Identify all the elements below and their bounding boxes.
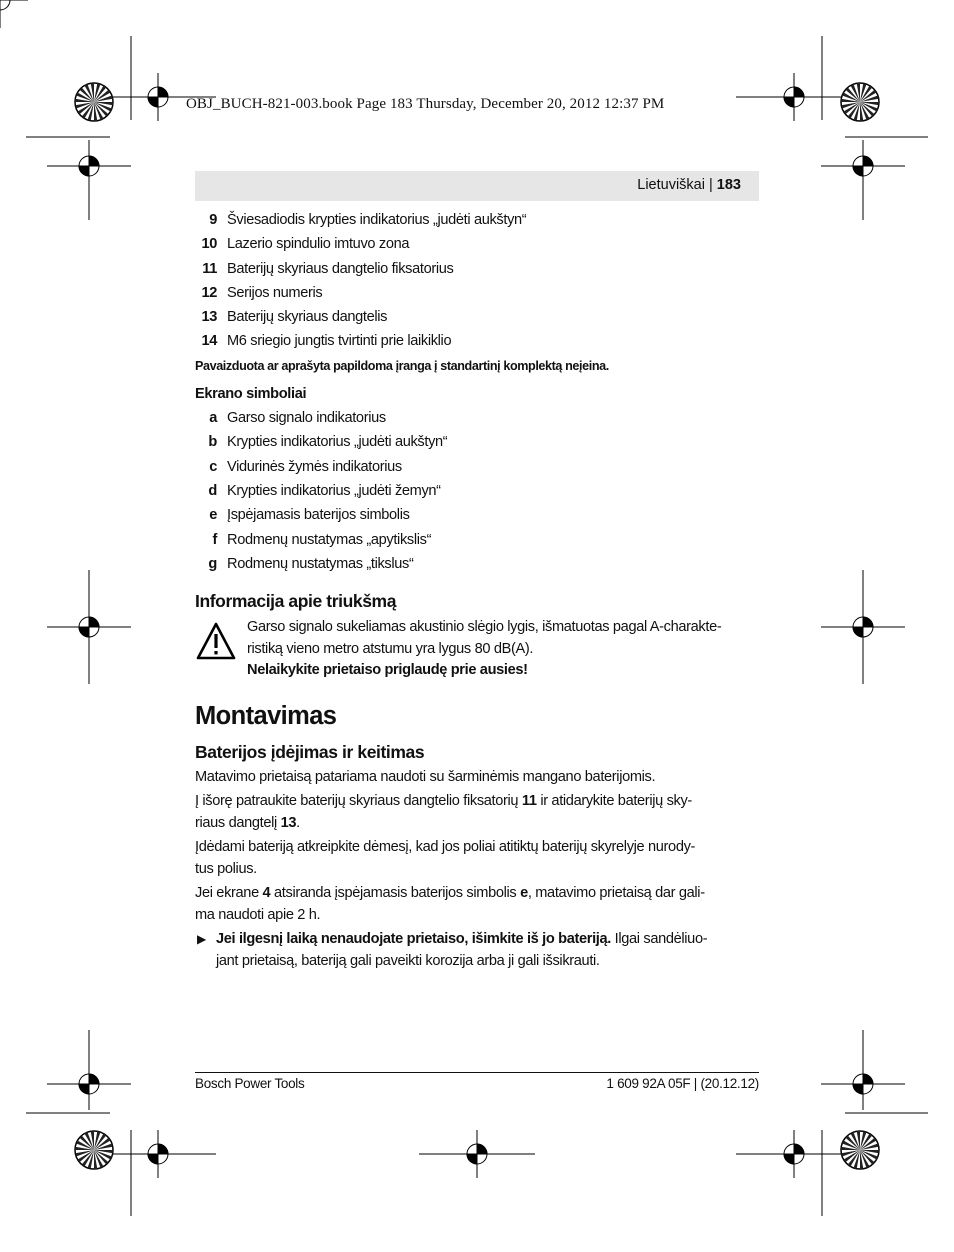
noise-heading: Informacija apie triukšmą [195,591,397,612]
battery-storage-bullet: ▶ Jei ilgesnį laiką nenaudojate prietaiso, išimkite iš jo bateriją. Ilgai sandėliuo- jant prietaisą, bateriją gali paveikti korozija arba ji gali išsikrauti. [195,929,761,972]
accessory-note: Pavaizduota ar aprašyta papildoma įranga į standartinį komplektą neįeina. [195,358,609,373]
list-item: 11 Baterijų skyriaus dangtelio fiksatorius [202,260,454,277]
starburst-mark [841,83,879,121]
list-item: 10 Lazerio spindulio imtuvo zona [201,236,410,253]
battery-paragraph-4: Jei ekrane 4 atsiranda įspėjamasis baterijos simbolis e, matavimo prietaisą dar gali- ma naudoti apie 2 h. [195,885,705,923]
list-item: f Rodmenų nustatymas „apytikslis“ [212,531,432,548]
parts-list [195,208,761,354]
list-item: c Vidurinės žymės indikatorius [209,458,402,475]
starburst-mark [75,83,113,121]
noise-warning: Nelaikykite prietaiso priglaudę prie ausies! [247,662,528,679]
list-item: a Garso signalo indikatorius [209,410,386,427]
page-content [195,208,761,972]
noise-line-1: Garso signalo sukeliamas akustinio slėgio lygis, išmatuotas pagal A-charakte- [247,619,722,636]
footer-rule [195,1072,759,1073]
page-header-bar [195,171,759,201]
mounting-heading: Montavimas [195,701,337,730]
book-file-line: OBJ_BUCH-821-003.book Page 183 Thursday, December 20, 2012 12:37 PM [186,96,665,112]
starburst-mark [841,1131,879,1169]
list-item: 13 Baterijų skyriaus dangtelis [201,309,388,326]
list-item: e Įspėjamasis baterijos simbolis [209,507,410,524]
list-item: 9 Šviesadiodis krypties indikatorius „judėti aukštyn“ [209,212,527,228]
header-section: Lietuviškai [637,177,705,193]
noise-warning-block [195,617,761,682]
warning-triangle-icon [195,617,247,682]
list-item: g Rodmenų nustatymas „tikslus“ [208,555,414,572]
display-symbols-heading: Ekrano simboliai [195,385,307,402]
footer-doc-number: 1 609 92A 05F | (20.12.12) [606,1076,759,1091]
page-header-text [637,177,741,193]
display-symbols-list [195,406,761,576]
header-separator: | [708,177,713,193]
noise-text [247,617,761,682]
starburst-mark [75,1131,113,1169]
battery-paragraph-1: Matavimo prietaisą patariama naudoti su šarminėmis mangano baterijomis. [195,768,656,785]
battery-paragraph-3: Įdėdami bateriją atkreipkite dėmesį, kad jos poliai atitiktų baterijų skyrelyje nurody- tus polius. [195,839,696,877]
page-number: 183 [716,177,741,193]
bullet-triangle-icon: ▶ [197,932,206,947]
battery-paragraph-2: Į išorę patraukite baterijų skyriaus dangtelio fiksatorių 11 ir atidarykite baterijų sky- riaus dangtelį 13. [195,793,692,831]
footer-publisher: Bosch Power Tools [195,1076,305,1091]
list-item: b Krypties indikatorius „judėti aukštyn“ [208,434,448,451]
list-item: 12 Serijos numeris [201,284,323,301]
battery-heading: Baterijos įdėjimas ir keitimas [195,741,425,762]
list-item: d Krypties indikatorius „judėti žemyn“ [208,482,441,499]
noise-line-2: ristiką vieno metro atstumu yra lygus 80 dB(A). [247,640,534,657]
list-item: 14 M6 sriegio jungtis tvirtinti prie laikiklio [201,333,452,350]
